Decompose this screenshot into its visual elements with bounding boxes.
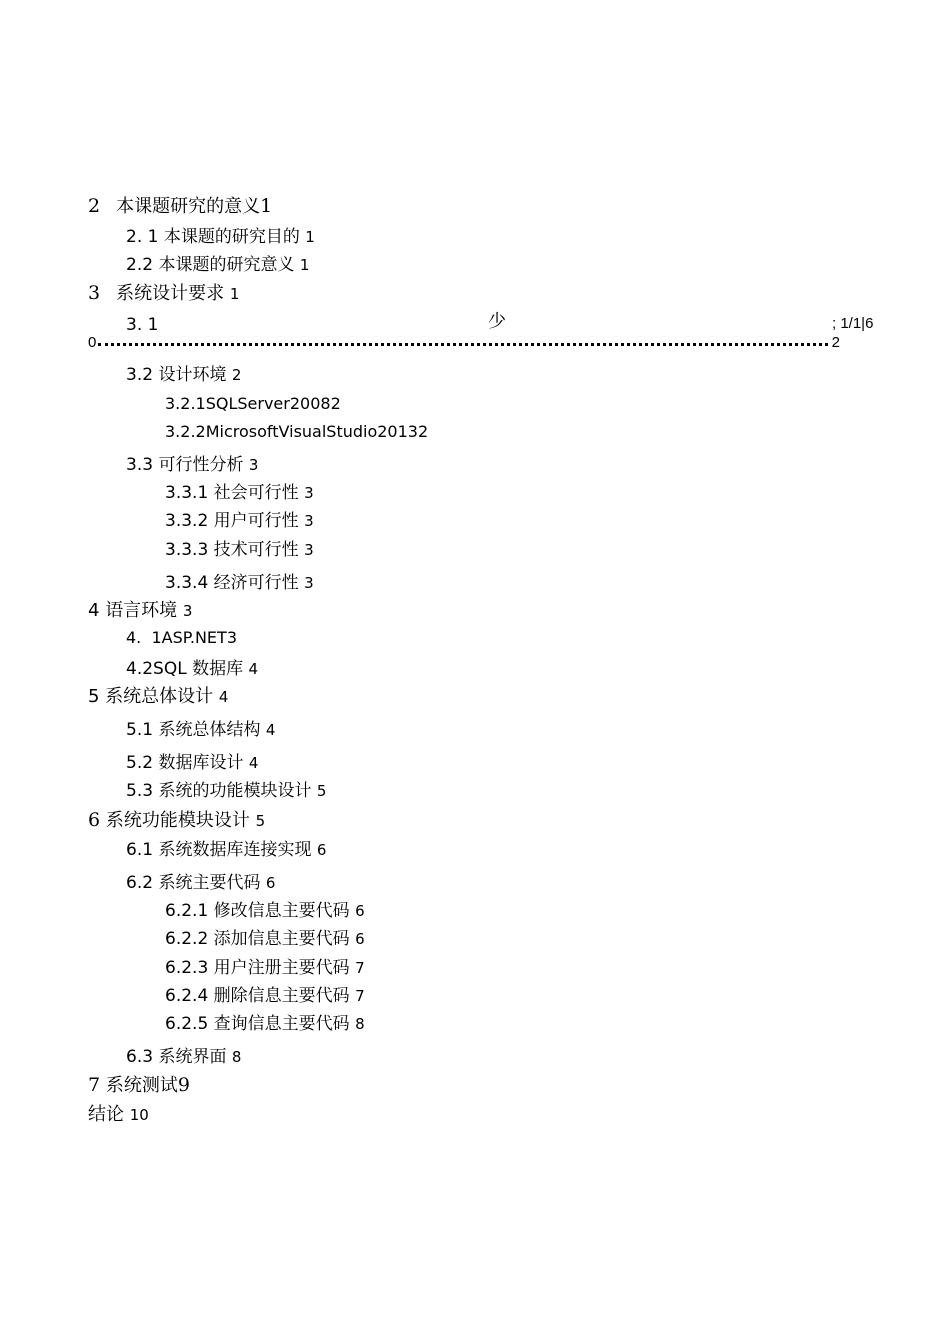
toc-entry-4-1	[126, 627, 237, 649]
toc-entry-6-3	[126, 1046, 241, 1068]
toc-number: 3.3.4	[165, 573, 209, 593]
toc-entry-6-2-1	[165, 900, 365, 922]
toc-page: 6	[355, 902, 365, 920]
toc-number: 7	[88, 1074, 101, 1096]
toc-page: 1	[305, 228, 315, 246]
toc-title: 3.2.2MicrosoftVisualStudio20132	[165, 422, 429, 441]
toc-entry-6-2-4	[165, 985, 365, 1007]
toc-entry-5	[88, 686, 228, 708]
toc-number: 6	[88, 809, 101, 831]
toc-title: 结论	[88, 1104, 124, 1125]
toc-page: 7	[355, 959, 365, 977]
toc-page: 3	[304, 541, 314, 559]
toc-entry-2-1	[126, 226, 315, 248]
toc-page: 10	[129, 1106, 149, 1124]
toc-page: 1	[229, 285, 240, 303]
toc-number: 3.2	[126, 365, 154, 385]
toc-title: 系统主要代码	[158, 873, 261, 893]
toc-title: 可行性分析	[158, 455, 244, 475]
toc-page: 5	[255, 812, 266, 830]
toc-title: 本课题的研究目的	[163, 227, 300, 247]
toc-page: 6	[355, 930, 365, 948]
toc-entry-4-2	[126, 658, 258, 680]
toc-number: 6.3	[126, 1047, 154, 1067]
toc-number: 3.3.1	[165, 483, 209, 503]
toc-page: 1	[260, 195, 273, 217]
toc-title: 设计环境	[158, 365, 227, 385]
toc-title: 数据库设计	[158, 753, 244, 773]
toc-page: 4	[248, 754, 259, 772]
toc-entry-3-2-1	[165, 393, 341, 415]
toc-number: 4.	[126, 628, 142, 647]
toc-entry-7	[88, 1074, 190, 1097]
dot-leader-start: 0	[88, 334, 97, 351]
toc-number: 6.1	[126, 840, 154, 860]
toc-title: 系统功能模块设计	[105, 810, 250, 831]
toc-entry-3-3	[126, 454, 258, 476]
toc-page: 5	[316, 782, 327, 800]
toc-page: 6	[265, 874, 276, 892]
toc-title: 系统设计要求	[116, 283, 225, 304]
toc-number: 5.3	[126, 781, 154, 801]
toc-number: 3.3.3	[165, 540, 209, 560]
toc-number: 6.2.4	[165, 986, 209, 1006]
toc-entry-3-2	[126, 364, 241, 386]
toc-entry-3-3-2	[165, 510, 314, 532]
toc-page: 3	[304, 484, 314, 502]
toc-title: 技术可行性	[213, 540, 299, 560]
toc-page: 4	[265, 721, 276, 739]
toc-title: 系统总体设计	[105, 686, 214, 707]
toc-number: 6.2	[126, 873, 154, 893]
toc-entry-6-1	[126, 839, 326, 861]
toc-title: 3.2.1SQLServer20082	[165, 394, 341, 413]
toc-entry-4	[88, 600, 192, 622]
artifact-fragment: ; 1/1|6	[832, 315, 874, 332]
toc-page: 4	[218, 688, 229, 706]
toc-entry-6-2-2	[165, 928, 365, 950]
toc-entry-6-2-5	[165, 1013, 365, 1035]
toc-number: 2. 1	[126, 227, 159, 247]
toc-entry-3-3-1	[165, 482, 314, 504]
toc-entry-3-3-4	[165, 572, 314, 594]
toc-title: 查询信息主要代码	[213, 1014, 350, 1034]
toc-page: 7	[355, 987, 365, 1005]
toc-number: 2.2	[126, 255, 154, 275]
toc-title: 系统总体结构	[158, 720, 261, 740]
toc-title: 系统的功能模块设计	[158, 781, 312, 801]
toc-title: 经济可行性	[213, 573, 299, 593]
toc-title: 系统界面	[158, 1047, 227, 1067]
artifact-char: 少	[488, 311, 506, 332]
toc-page: 4	[248, 660, 259, 678]
toc-page: 3	[248, 456, 259, 474]
toc-entry-5-3	[126, 780, 326, 802]
toc-entry-3	[88, 282, 239, 305]
toc-page: 6	[316, 841, 327, 859]
toc-entry-3-1	[126, 314, 158, 336]
toc-number: 5	[88, 686, 100, 707]
toc-number: 6.2.3	[165, 958, 209, 978]
toc-entry-3-3-3	[165, 539, 314, 561]
toc-title: 用户可行性	[213, 511, 299, 531]
toc-number: 5.2	[126, 753, 154, 773]
toc-title: 系统测试	[105, 1075, 178, 1096]
toc-number: 4	[88, 600, 100, 621]
toc-title: 本课题研究的意义	[116, 196, 261, 217]
toc-entry-conclusion	[88, 1104, 149, 1126]
toc-entry-2	[88, 195, 272, 218]
toc-page: 8	[355, 1015, 365, 1033]
toc-number: 3. 1	[126, 315, 159, 335]
toc-title: 1ASP.NET3	[151, 628, 237, 647]
toc-title: 添加信息主要代码	[213, 929, 350, 949]
toc-entry-3-2-2	[165, 421, 428, 443]
toc-title: 语言环境	[105, 600, 178, 621]
toc-number: 2	[88, 195, 101, 217]
toc-page: 3	[304, 512, 314, 530]
toc-number: 6.2.5	[165, 1014, 209, 1034]
toc-number: 5.1	[126, 720, 154, 740]
toc-entry-6-2	[126, 872, 275, 894]
toc-title: 用户注册主要代码	[213, 958, 350, 978]
toc-entry-5-2	[126, 752, 258, 774]
toc-page: 3	[182, 602, 193, 620]
toc-number: 6.2.2	[165, 929, 209, 949]
dot-leader-end: 2	[831, 334, 840, 351]
toc-title: 本课题的研究意义	[158, 255, 295, 275]
toc-title: 修改信息主要代码	[213, 901, 350, 921]
toc-number: 3	[88, 282, 101, 304]
toc-entry-2-2	[126, 254, 309, 276]
toc-number: 3.3	[126, 455, 154, 475]
toc-title: 社会可行性	[213, 483, 299, 503]
toc-number: 6.2.1	[165, 901, 209, 921]
toc-entry-5-1	[126, 719, 275, 741]
toc-page: 1	[299, 256, 310, 274]
toc-title: 数据库	[192, 659, 244, 679]
toc-title: 系统数据库连接实现	[158, 840, 312, 860]
toc-page: 9	[177, 1074, 190, 1096]
toc-number: 3.3.2	[165, 511, 209, 531]
toc-entry-6-2-3	[165, 957, 365, 979]
toc-entry-6	[88, 809, 265, 832]
toc-page: 2	[231, 366, 242, 384]
toc-page: 3	[304, 574, 314, 592]
toc-title: 删除信息主要代码	[213, 986, 350, 1006]
dot-leader-row	[88, 334, 840, 352]
dot-leader	[98, 343, 828, 346]
toc-number: 4.2SQL	[126, 659, 187, 679]
toc-page: 8	[231, 1048, 242, 1066]
